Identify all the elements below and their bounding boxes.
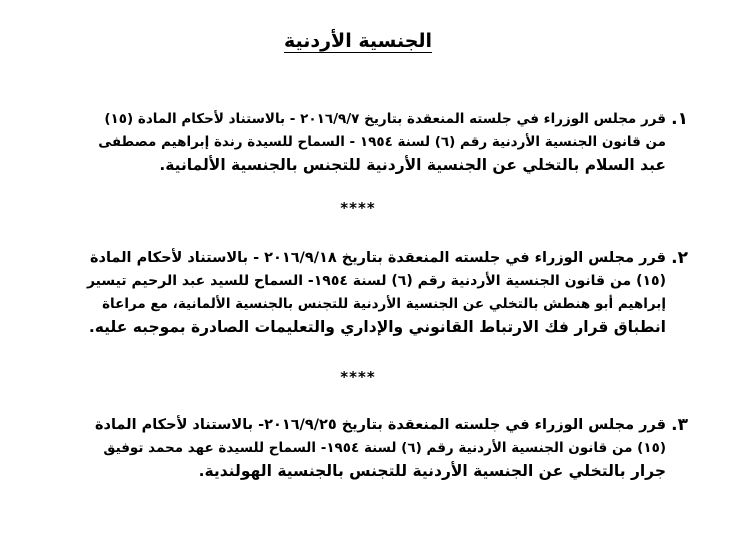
separator-stars: **** <box>340 368 376 386</box>
decision-item-3 <box>86 414 688 483</box>
item-line: (١٥) من قانون الجنسية الأردنية رقم (٦) لسنة ١٩٥٤- السماح للسيدة عهد محمد توفيق <box>103 440 666 456</box>
item-line: (١٥) من قانون الجنسية الأردنية رقم (٦) لسنة ١٩٥٤- السماح للسيد عبد الرحيم تيسير <box>86 273 666 289</box>
item-line: انطباق قرار فك الارتباط القانوني والإداري والتعليمات الصادرة بموجبه عليه. <box>88 318 666 336</box>
item-line: قرر مجلس الوزراء في جلسته المنعقدة بتاريخ ٢٠١٦/٩/١٨ - بالاستناد لأحكام المادة <box>89 250 666 266</box>
item-line: عبد السلام بالتخلي عن الجنسية الأردنية للتجنس بالجنسية الألمانية. <box>159 156 666 174</box>
item-line: من قانون الجنسية الأردنية رقم (٦) لسنة ١٩٥٤ - السماح للسيدة رندة إبراهيم مصطفى <box>98 134 666 150</box>
decision-item-1 <box>86 108 688 177</box>
item-number: ١. <box>671 109 688 129</box>
item-line: جرار بالتخلي عن الجنسية الأردنية للتجنس بالجنسية الهولندية. <box>198 462 666 480</box>
item-line: قرر مجلس الوزراء في جلسته المنعقدة بتاريخ ٢٠١٦/٩/٢٥- بالاستناد لأحكام المادة <box>94 417 666 433</box>
document-title: الجنسية الأردنية <box>283 30 433 52</box>
separator-stars: **** <box>340 199 376 217</box>
item-line: إبراهيم أبو هنطش بالتخلي عن الجنسية الأردنية للتجنس بالجنسية الألمانية، مع مراعاة <box>102 296 666 312</box>
decision-item-2 <box>86 247 688 339</box>
item-number: ٢. <box>671 248 688 268</box>
item-line: قرر مجلس الوزراء في جلسته المنعقدة بتاريخ ٢٠١٦/٩/٧ - بالاستناد لأحكام المادة (١٥) <box>104 111 666 127</box>
item-number: ٣. <box>671 415 688 435</box>
